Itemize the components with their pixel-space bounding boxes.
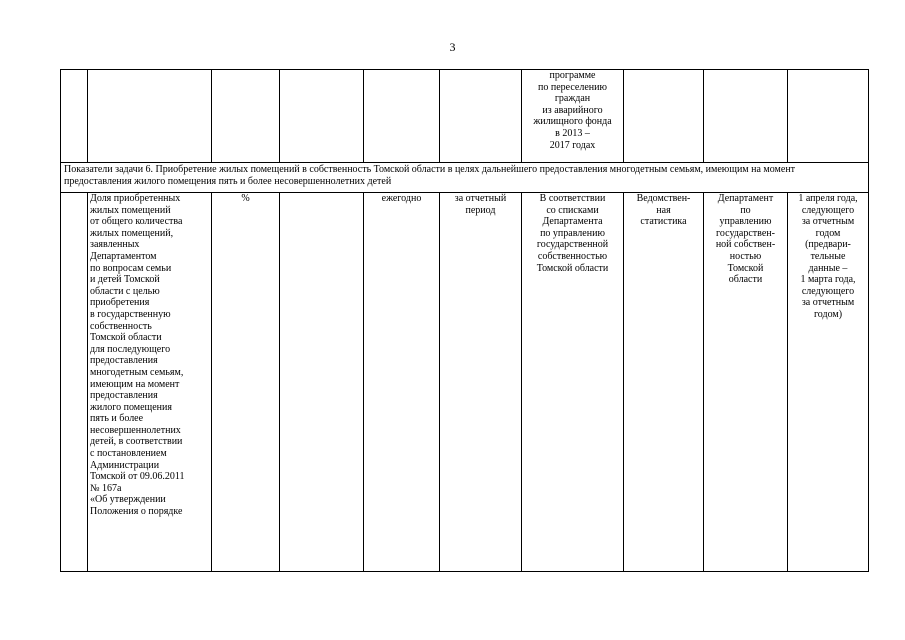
deadline-cell: 1 апреля года, следующего за отчетным годом (предвари- тельные данные – 1 марта года, следующего за отчетным годом) (788, 193, 869, 572)
table-cell (624, 70, 704, 163)
method-cell: В соответствии со списками Департамента по управлению государственной собственностью Томской области (522, 193, 624, 572)
continuation-row (61, 70, 869, 163)
program-cell: программе по переселению граждан из аварийного жилищного фонда в 2013 – 2017 годах (522, 70, 624, 163)
table-cell (364, 70, 440, 163)
row-number-cell (61, 193, 88, 572)
responsible-cell: Департамент по управлению государствен- ной собствен- ностью Томской области (704, 193, 788, 572)
table-cell (212, 70, 280, 163)
source-cell: Ведомствен- ная статистика (624, 193, 704, 572)
table-cell (280, 193, 364, 572)
indicator-row (61, 193, 869, 572)
period-cell: за отчетный период (440, 193, 522, 572)
table-cell (704, 70, 788, 163)
table-cell (88, 70, 212, 163)
unit-cell: % (212, 193, 280, 572)
frequency-cell: ежегодно (364, 193, 440, 572)
table-cell (280, 70, 364, 163)
indicators-table (60, 69, 869, 572)
section-header: Показатели задачи 6. Приобретение жилых помещений в собственность Томской области в целях дальнейшего предоставления многодетным семьям, имеющим на момент предоставления жилого помещения пять и более несовершеннолетних детей (61, 163, 869, 193)
table-cell (440, 70, 522, 163)
page-number: 3 (449, 40, 456, 54)
section-header-row (61, 163, 869, 193)
indicator-name: Доля приобретенных жилых помещений от общего количества жилых помещений, заявленных Департаментом по вопросам семьи и детей Томской области с целью приобретения в государственную собственность Томской области для последующего предоставления многодетным семьям, имеющим на момент предоставления жилого помещения пять и более несовершеннолетних детей, в соответствии с постановлением Администрации Томской от 09.06.2011 № 167а «Об утверждении Положения о порядке (88, 193, 212, 572)
table-cell (61, 70, 88, 163)
table-cell (788, 70, 869, 163)
